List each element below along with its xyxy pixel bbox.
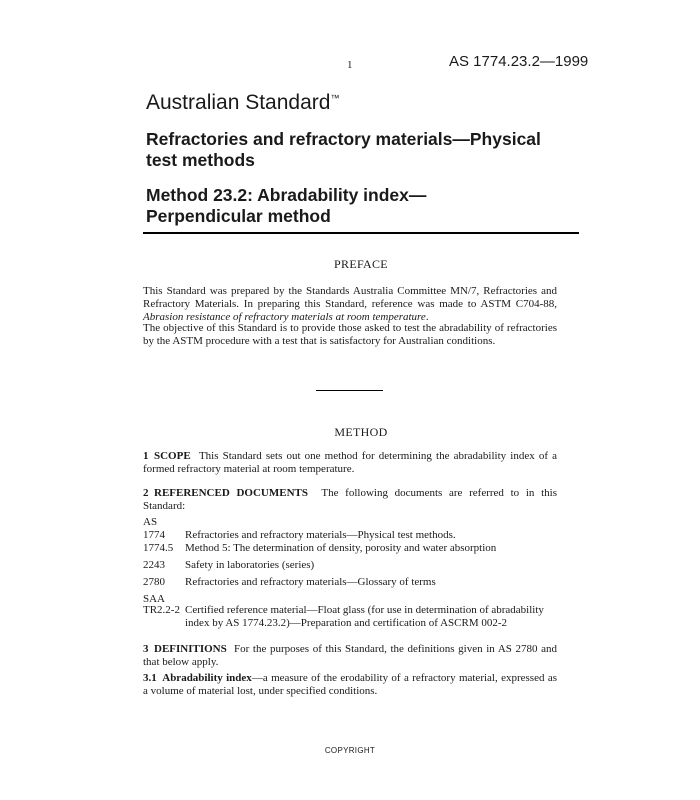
reference-item [143, 576, 557, 589]
title-line-1: Refractories and refractory materials—Physical [146, 129, 541, 149]
refs-text: The following documents are referred to in this Standard: [143, 487, 557, 512]
reference-item [143, 529, 557, 542]
reference-title: Method 5: The determination of density, porosity and water absorption [185, 542, 497, 554]
standard-number: AS 1774.23.2—1999 [449, 53, 589, 70]
preface-paragraph-1 [143, 285, 557, 324]
definition-term: 3.1 Abradability index [143, 672, 252, 684]
saa-reference-code: TR2.2-2 [143, 604, 180, 616]
preface-p1-end: . [425, 311, 429, 323]
method-heading: METHOD [334, 425, 388, 439]
section-divider [316, 390, 383, 391]
scope-text: This Standard sets out one method for determining the abradability index of a formed refractory material at room temperature. [143, 450, 558, 475]
reference-code: 1774 [143, 529, 165, 541]
definition-text: —a measure of the erodability of a refractory material, expressed as a volume of material lost, under specified conditions. [143, 672, 557, 697]
definition-3-1 [143, 672, 557, 698]
saa-label: SAA [143, 593, 166, 605]
reference-title: Refractories and refractory materials—Glossary of terms [185, 576, 436, 588]
preface-p1-text: This Standard was prepared by the Standards Australia Committee MN/7, Refractories and Refractory Materials. In preparing this Standard, reference was made to ASTM C704-88, [143, 285, 557, 310]
title-line-2: test methods [146, 150, 255, 170]
reference-code: 2243 [143, 559, 165, 571]
scope-label: 1 SCOPE [143, 450, 191, 462]
definitions-paragraph [143, 643, 557, 669]
refs-label: 2 REFERENCED DOCUMENTS [143, 487, 308, 499]
method-title-line-1: Method 23.2: Abradability index— [146, 185, 427, 205]
reference-code: 2780 [143, 576, 165, 588]
definitions-text: For the purposes of this Standard, the definitions given in AS 2780 and that below apply. [143, 643, 558, 668]
method-title [146, 185, 586, 227]
copyright-footer: COPYRIGHT [324, 746, 376, 755]
saa-reference-item [143, 604, 557, 617]
trademark-mark: ™ [330, 93, 340, 103]
preface-heading: PREFACE [334, 257, 388, 271]
title-divider [143, 232, 579, 234]
definitions-label: 3 DEFINITIONS [143, 643, 227, 655]
as-label: AS [143, 516, 158, 528]
method-title-line-2: Perpendicular method [146, 206, 331, 226]
preface-paragraph-2: The objective of this Standard is to provide those asked to test the abradability of refractories by the ASTM procedure with a test that is satisfactory for Australian conditions. [143, 322, 557, 347]
referenced-documents-paragraph [143, 487, 557, 513]
saa-reference-title-line-1: Certified reference material—Float glass (for use in determination of abradability [185, 604, 544, 616]
reference-code: 1774.5 [143, 542, 174, 554]
reference-title: Refractories and refractory materials—Physical test methods. [185, 529, 456, 541]
page-number: 1 [347, 59, 353, 71]
brand-name [146, 91, 339, 115]
document-title [146, 129, 586, 171]
astm-reference-title: Abrasion resistance of refractory materials at room temperature [143, 311, 426, 323]
saa-reference-title-line-2: index by AS 1774.23.2)—Preparation and certification of ASCRM 002-2 [185, 617, 508, 629]
reference-title: Safety in laboratories (series) [185, 559, 315, 571]
brand-text: Australian Standard [146, 91, 331, 114]
scope-paragraph [143, 450, 557, 476]
reference-item [143, 542, 557, 555]
reference-item [143, 559, 557, 572]
